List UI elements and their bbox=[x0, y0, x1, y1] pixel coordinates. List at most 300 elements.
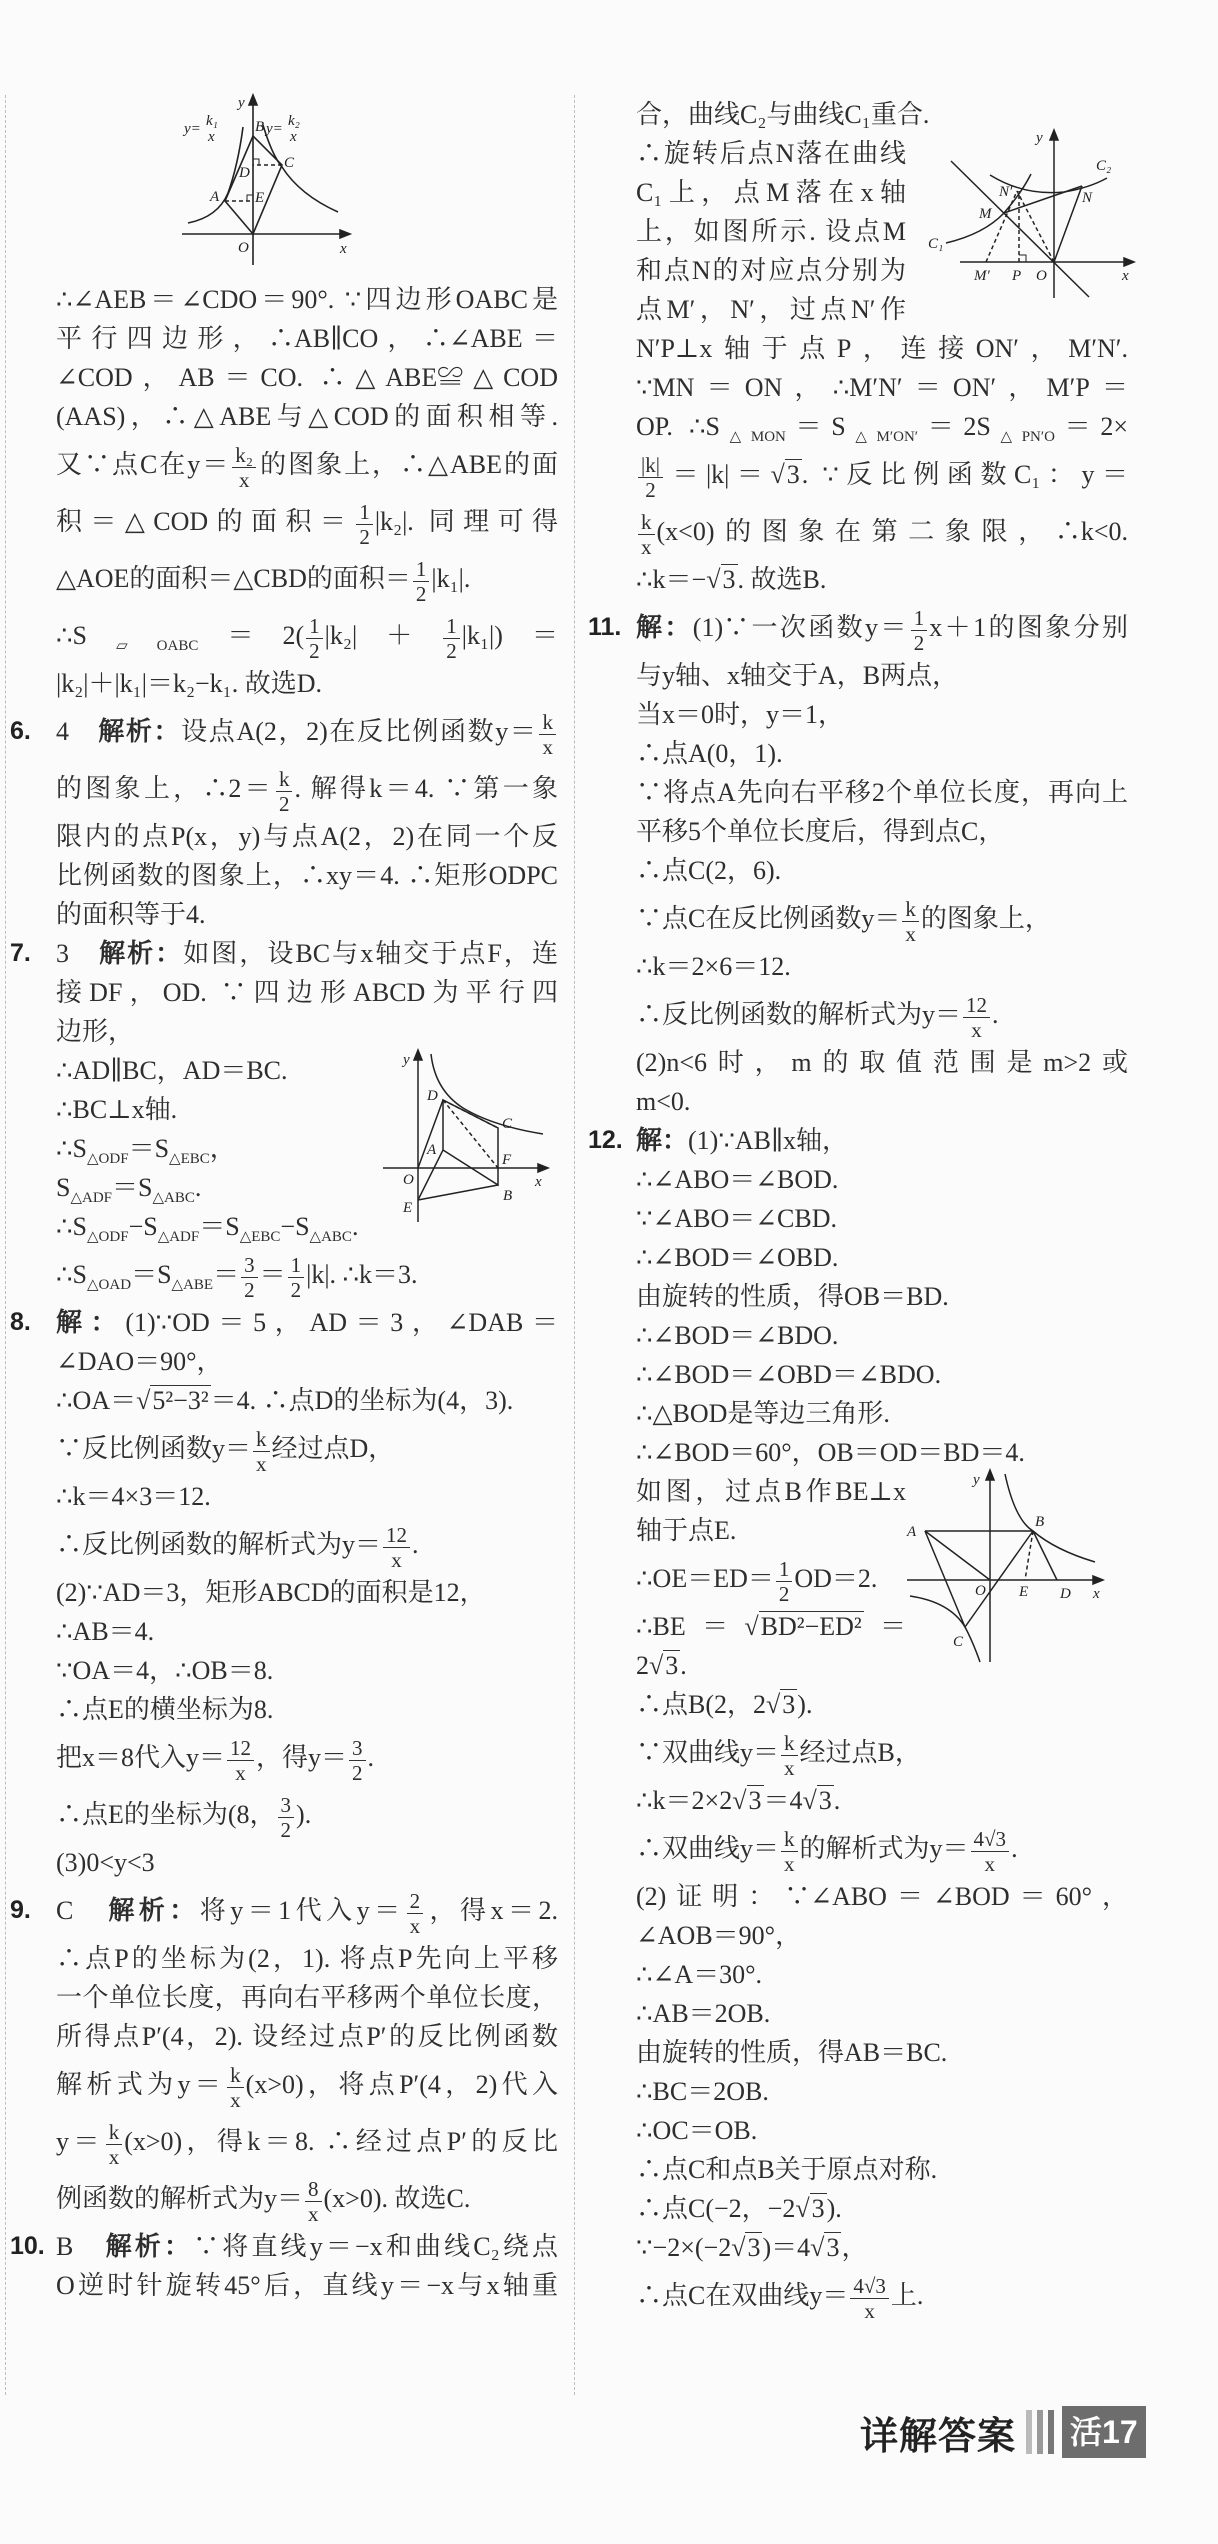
text-segment: . bbox=[351, 1212, 359, 1241]
figure-equilateral-triangle bbox=[905, 1470, 1105, 1665]
fraction-denominator: x bbox=[984, 1851, 996, 1876]
text-line bbox=[10, 1303, 558, 1342]
fraction bbox=[232, 443, 256, 492]
text-segment: 比例函数的图象上，∴xy＝4. ∴矩形ODPC bbox=[56, 861, 558, 890]
text-line bbox=[56, 1786, 558, 1843]
text-segment: ∠AOB＝90°， bbox=[636, 1921, 802, 1950]
text-segment: ∴AB＝4. bbox=[56, 1617, 155, 1646]
text-segment: |k₁|)＝ bbox=[461, 621, 558, 650]
fraction-numerator: 12 bbox=[383, 1523, 410, 1548]
fraction bbox=[305, 2177, 322, 2226]
radical-sign-icon: √ bbox=[795, 2194, 810, 2223]
text-segment: OP. ∴S bbox=[636, 412, 721, 441]
text-segment: ∴∠BOD＝∠OBD. bbox=[636, 1243, 839, 1272]
fraction-numerator: 8 bbox=[305, 2177, 322, 2202]
text-segment: 经过点B， bbox=[799, 1738, 921, 1767]
text-line bbox=[636, 1820, 1128, 1877]
text-segment: ∴S bbox=[56, 1134, 88, 1163]
text-segment: 当x＝0时，y＝1， bbox=[636, 700, 845, 729]
text-segment: C bbox=[56, 1896, 109, 1925]
fraction bbox=[850, 2274, 889, 2323]
text-segment: . 解得k＝4. ∵第一象 bbox=[294, 774, 558, 803]
fraction-denominator: x bbox=[235, 1760, 246, 1785]
footer-title: 详解答案 bbox=[860, 2415, 1017, 2458]
text-line bbox=[636, 446, 1128, 503]
fraction-denominator: 2 bbox=[290, 1277, 302, 1302]
text-segment: 平行四边形，∴AB∥CO，∴∠ABE＝ bbox=[56, 324, 558, 353]
text-line bbox=[588, 1121, 1128, 1160]
fraction bbox=[356, 500, 373, 549]
figure-label: O bbox=[1036, 268, 1047, 284]
figure-label: E bbox=[403, 1200, 413, 1216]
radicand: 3 bbox=[811, 2194, 825, 2223]
right-column bbox=[588, 95, 1128, 2324]
text-line bbox=[636, 2267, 1128, 2324]
text-line bbox=[56, 1690, 558, 1729]
text-line bbox=[636, 1685, 1128, 1724]
text-line bbox=[56, 2056, 558, 2113]
text-line bbox=[56, 760, 558, 817]
radicand: 3 bbox=[748, 1786, 762, 1815]
text-line bbox=[56, 493, 558, 550]
item-number: 6. bbox=[10, 717, 31, 745]
text-segment: ∴△BOD是等边三角形. bbox=[636, 1399, 890, 1428]
text-segment: . bbox=[833, 1786, 841, 1815]
text-line bbox=[636, 812, 1128, 851]
text-line bbox=[636, 1877, 1128, 1916]
text-line bbox=[636, 695, 1128, 734]
text-segment: ＝ bbox=[259, 1260, 286, 1289]
figure-label: x bbox=[208, 129, 215, 145]
text-segment: |k|. ∴k＝3. bbox=[306, 1260, 418, 1289]
figure-label: x bbox=[290, 129, 297, 145]
figure-label: E bbox=[1019, 1584, 1029, 1600]
left-page-edge bbox=[5, 95, 6, 2395]
radical-sign-icon: √ bbox=[731, 2233, 746, 2262]
text-line bbox=[588, 599, 1128, 656]
text-segment: (2)证明：∵∠ABO＝∠BOD＝60°， bbox=[636, 1882, 1128, 1911]
item-number: 11. bbox=[588, 613, 622, 641]
text-segment: 边形， bbox=[56, 1017, 135, 1046]
figure-label: P bbox=[1012, 268, 1022, 284]
fraction-numerator: 3 bbox=[349, 1736, 366, 1761]
bold-label: 解： bbox=[636, 612, 693, 642]
text-line bbox=[56, 1420, 558, 1477]
square-root bbox=[732, 1788, 763, 1814]
bold-label: 解： bbox=[636, 1125, 689, 1155]
text-segment: ，得y＝ bbox=[256, 1743, 348, 1772]
square-root bbox=[706, 567, 737, 593]
fraction bbox=[227, 2063, 244, 2112]
text-segment: ∴∠BOD＝60°，OB＝OD＝BD＝4. bbox=[636, 1438, 1025, 1467]
text-segment: ∴k＝2×6＝12. bbox=[636, 952, 791, 981]
fraction-numerator: 2 bbox=[407, 1889, 424, 1914]
radicand: 3 bbox=[665, 1651, 679, 1680]
text-line bbox=[56, 1843, 558, 1882]
fraction-numerator: k bbox=[539, 710, 556, 735]
text-segment: (x>0)，得k＝8. ∴经过点P′的反比 bbox=[124, 2127, 558, 2156]
text-line bbox=[10, 1882, 558, 1939]
text-line bbox=[10, 703, 558, 760]
radical-sign-icon: √ bbox=[136, 1386, 151, 1415]
text-line bbox=[636, 290, 906, 329]
fraction bbox=[776, 1557, 793, 1606]
text-segment: ＝4 bbox=[763, 1786, 803, 1815]
text-line bbox=[636, 1955, 1128, 1994]
radicand: BD²−ED² bbox=[760, 1612, 862, 1641]
text-segment: . 故选B. bbox=[737, 565, 827, 594]
text-segment: m<0. bbox=[636, 1087, 691, 1116]
radical-sign-icon: √ bbox=[770, 460, 785, 489]
fraction-numerator: 1 bbox=[288, 1253, 305, 1278]
text-line bbox=[636, 1781, 1128, 1820]
text-segment: ∴∠BOD＝∠BDO. bbox=[636, 1321, 839, 1350]
text-segment: ∴OE＝ED＝ bbox=[636, 1564, 774, 1593]
text-segment: ＝S bbox=[199, 1212, 240, 1241]
text-segment: ∴点C和点B关于原点对称. bbox=[636, 2155, 938, 2184]
fraction-numerator: k bbox=[227, 2063, 244, 2088]
radicand: 3 bbox=[747, 2233, 761, 2262]
text-segment: 积＝△COD的面积＝ bbox=[56, 507, 355, 536]
radicand: 3 bbox=[818, 1786, 832, 1815]
text-segment: ∴点A(0，1). bbox=[636, 739, 783, 768]
figure-label: C bbox=[953, 1634, 964, 1650]
text-line bbox=[636, 773, 1128, 812]
text-line bbox=[56, 1012, 558, 1051]
text-segment: . bbox=[1011, 1834, 1018, 1863]
fraction-denominator: 2 bbox=[309, 638, 320, 663]
square-root bbox=[649, 1653, 680, 1679]
fraction bbox=[253, 1427, 270, 1476]
text-segment: ，得x＝2. bbox=[425, 1896, 558, 1925]
subscript: △ADF bbox=[157, 1229, 200, 1245]
fraction-denominator: 2 bbox=[446, 638, 457, 663]
column-divider bbox=[574, 95, 575, 2395]
text-segment: ∴反比例函数的解析式为y＝ bbox=[56, 1530, 382, 1559]
fraction bbox=[383, 1523, 410, 1572]
text-segment: ＝2× bbox=[1055, 412, 1128, 441]
text-segment: )＝4 bbox=[762, 2233, 811, 2262]
text-line bbox=[636, 1199, 1128, 1238]
square-root bbox=[770, 462, 801, 488]
text-segment: 经过点D， bbox=[271, 1434, 395, 1463]
text-segment: ∴S bbox=[56, 621, 88, 650]
text-line bbox=[10, 934, 558, 973]
text-segment: ∵MN＝ON，∴M′N′＝ON′，M′P＝ bbox=[636, 373, 1128, 402]
subscript: △ODF bbox=[87, 1229, 129, 1245]
item-number: 8. bbox=[10, 1308, 31, 1336]
fraction-denominator: x bbox=[256, 1451, 267, 1476]
text-segment: 的解析式为y＝ bbox=[799, 1834, 969, 1863]
fraction-denominator: 2 bbox=[913, 630, 925, 655]
radicand: 5²−3² bbox=[152, 1386, 209, 1415]
square-root bbox=[766, 1692, 797, 1718]
fraction-denominator: 2 bbox=[244, 1277, 255, 1302]
text-segment: ∴双曲线y＝ bbox=[636, 1834, 780, 1863]
text-segment: −S bbox=[280, 1212, 310, 1241]
text-segment: S bbox=[56, 1173, 71, 1202]
fraction-numerator: k bbox=[106, 2120, 123, 2145]
text-segment: 将y＝1代入y＝ bbox=[199, 1896, 405, 1925]
text-line bbox=[636, 251, 906, 290]
fraction-numerator: 4√3 bbox=[971, 1827, 1010, 1852]
text-segment: 3 bbox=[56, 939, 100, 968]
footer-stripes-decoration bbox=[1026, 2410, 1054, 2454]
subscript: △ABC bbox=[152, 1190, 195, 1206]
figure-label: F bbox=[502, 1152, 512, 1168]
fraction bbox=[306, 614, 323, 663]
text-segment: ∴点P的坐标为(2，1). 将点P先向上平移 bbox=[56, 1944, 558, 1973]
fraction-denominator: 2 bbox=[778, 1581, 790, 1606]
text-segment: ∵−2×(−2 bbox=[636, 2233, 732, 2262]
fraction-denominator: 2 bbox=[645, 477, 656, 502]
square-root bbox=[731, 2235, 762, 2261]
text-segment: ∴反比例函数的解析式为y＝ bbox=[636, 1000, 962, 1029]
text-segment: ∵反比例函数y＝ bbox=[56, 1434, 252, 1463]
figure-rotated-curves bbox=[924, 130, 1134, 300]
text-line bbox=[56, 2113, 558, 2170]
text-line bbox=[56, 1651, 558, 1690]
text-segment: ∴点C(−2，−2 bbox=[636, 2194, 796, 2223]
text-segment: ∴BC＝2OB. bbox=[636, 2077, 769, 2106]
text-segment: (3)0<y<3 bbox=[56, 1848, 155, 1877]
text-segment: y＝ bbox=[56, 2127, 104, 2156]
fraction bbox=[106, 2120, 123, 2169]
subscript: △ABC bbox=[309, 1229, 352, 1245]
fraction bbox=[963, 993, 990, 1042]
text-segment: . bbox=[680, 1651, 687, 1680]
page-number: 活17 bbox=[1062, 2406, 1146, 2458]
fraction bbox=[781, 1827, 798, 1876]
text-segment: 的图象上， bbox=[920, 904, 1051, 933]
fraction-numerator: 3 bbox=[278, 1793, 295, 1818]
text-line bbox=[56, 1246, 558, 1303]
text-line bbox=[636, 1238, 1128, 1277]
radical-sign-icon: √ bbox=[766, 1690, 781, 1719]
text-segment: 由旋转的性质，得AB＝BC. bbox=[636, 2038, 948, 2067]
fraction bbox=[971, 1827, 1010, 1876]
fraction bbox=[902, 897, 919, 946]
radical-sign-icon: √ bbox=[649, 1651, 664, 1680]
text-line bbox=[56, 280, 558, 319]
item-number: 10. bbox=[10, 2232, 45, 2260]
text-line bbox=[56, 664, 558, 703]
text-line bbox=[636, 1994, 1128, 2033]
text-segment: ∴AD∥BC，AD＝BC. bbox=[56, 1056, 288, 1085]
text-line bbox=[636, 1277, 1128, 1316]
text-segment: 上. bbox=[890, 2281, 924, 2310]
text-segment: 所得点P′(4，2). 设经过点P′的反比例函数 bbox=[56, 2022, 558, 2051]
fraction-denominator: x bbox=[864, 2298, 875, 2323]
fraction-denominator: x bbox=[641, 534, 652, 559]
figure-label: y= bbox=[266, 121, 283, 137]
text-segment: ∴k＝4×3＝12. bbox=[56, 1482, 211, 1511]
figure-label: M′ bbox=[974, 268, 990, 284]
subscript: △PN′O bbox=[990, 429, 1055, 445]
fraction-numerator: 1 bbox=[356, 500, 373, 525]
radicand: 3 bbox=[826, 2233, 840, 2262]
radical-sign-icon: √ bbox=[744, 1612, 759, 1641]
fraction-denominator: x bbox=[391, 1547, 402, 1572]
text-line bbox=[56, 973, 558, 1012]
text-segment: ∵OA＝4，∴OB＝8. bbox=[56, 1656, 274, 1685]
text-segment: ∴k＝− bbox=[636, 565, 707, 594]
fraction bbox=[407, 1889, 424, 1938]
text-segment: ∴S bbox=[56, 1212, 88, 1241]
text-segment: 如图，设BC与x轴交于点F，连 bbox=[183, 939, 558, 968]
figure-label: y bbox=[238, 95, 245, 111]
text-segment: ∴点E的坐标为(8， bbox=[56, 1800, 276, 1829]
fraction bbox=[276, 767, 293, 816]
radical-sign-icon: √ bbox=[706, 565, 721, 594]
text-line bbox=[56, 1516, 558, 1573]
text-line bbox=[636, 2072, 1128, 2111]
text-line bbox=[636, 947, 1128, 986]
text-segment: 合，曲线C₂与曲线C₁重合. bbox=[636, 100, 930, 129]
radicand: 3 bbox=[786, 460, 800, 489]
figure-label: C bbox=[502, 1116, 513, 1132]
subscript: △ODF bbox=[87, 1151, 129, 1167]
text-segment: ＝ bbox=[863, 1612, 906, 1641]
fraction-numerator: 3 bbox=[241, 1253, 258, 1278]
text-segment: ∴点C(2，6). bbox=[636, 856, 782, 885]
text-line bbox=[56, 1381, 558, 1420]
fraction-numerator: k bbox=[638, 510, 655, 535]
text-segment: ， bbox=[841, 2233, 868, 2262]
text-segment: (x<0)的图象在第二象限，∴k<0. bbox=[656, 517, 1128, 546]
text-segment: ＝S bbox=[131, 1260, 172, 1289]
text-line bbox=[636, 2033, 1128, 2072]
text-segment: 的图象上，∴△ABE的面 bbox=[258, 450, 559, 479]
text-line bbox=[56, 856, 558, 895]
fraction-numerator: 4√3 bbox=[850, 2274, 889, 2299]
text-line bbox=[56, 1477, 558, 1516]
fraction-denominator: x bbox=[230, 2087, 241, 2112]
text-segment: ＝S bbox=[112, 1173, 153, 1202]
text-line bbox=[636, 1043, 1128, 1082]
text-segment: 轴于点E. bbox=[636, 1516, 737, 1545]
fraction-numerator: |k| bbox=[638, 453, 663, 478]
radicand: 3 bbox=[722, 565, 736, 594]
square-root bbox=[136, 1388, 211, 1414]
text-segment: C₁上，点M落在x轴 bbox=[636, 178, 906, 207]
fraction-numerator: 1 bbox=[776, 1557, 793, 1582]
text-segment: ∴OC＝OB. bbox=[636, 2116, 758, 2145]
text-line bbox=[56, 436, 558, 493]
figure-label: D bbox=[239, 165, 250, 181]
text-line bbox=[56, 1939, 558, 1978]
item-number: 12. bbox=[588, 1126, 623, 1154]
figure-label: E bbox=[255, 190, 265, 206]
text-segment: 接DF，OD. ∵四边形ABCD为平行四 bbox=[56, 978, 558, 1007]
subscript: △ABE bbox=[171, 1277, 214, 1293]
text-line bbox=[636, 1724, 1128, 1781]
text-segment: ). bbox=[797, 1690, 813, 1719]
text-segment: 设点A(2，2)在反比例函数y＝ bbox=[181, 717, 538, 746]
fraction-numerator: k bbox=[781, 1731, 798, 1756]
fraction bbox=[638, 510, 655, 559]
text-segment: |k₂|＋ bbox=[324, 621, 442, 650]
subscript: △EBC bbox=[239, 1229, 281, 1245]
fraction-denominator: 2 bbox=[278, 791, 290, 816]
figure-parallelogram-abcd bbox=[383, 1050, 548, 1225]
fraction bbox=[539, 710, 556, 759]
text-segment: (1)∵AB∥x轴， bbox=[688, 1126, 849, 1155]
bold-label: 解： bbox=[56, 1307, 126, 1337]
fraction-numerator: k bbox=[276, 767, 293, 792]
text-line bbox=[636, 1355, 1128, 1394]
fraction-numerator: 12 bbox=[963, 993, 990, 1018]
text-segment: ∴OA＝ bbox=[56, 1386, 137, 1415]
text-segment: 4 bbox=[56, 717, 99, 746]
text-segment: 解析式为y＝ bbox=[56, 2070, 226, 2099]
text-segment: |k₂|＋|k₁|＝k₂−k₁. 故选D. bbox=[56, 669, 323, 698]
fraction-denominator: x bbox=[238, 467, 250, 492]
text-line bbox=[636, 134, 906, 173]
text-segment: ＝2S bbox=[918, 412, 991, 441]
text-segment: 的面积等于4. bbox=[56, 900, 206, 929]
text-line bbox=[636, 2189, 1128, 2228]
text-segment: ∵将直线y＝−x和曲线C₂绕点 bbox=[193, 2232, 558, 2261]
text-segment: 与y轴、x轴交于A，B两点， bbox=[636, 661, 959, 690]
text-segment: 2 bbox=[636, 1651, 649, 1680]
fraction bbox=[413, 557, 430, 606]
fraction-numerator: 1 bbox=[306, 614, 323, 639]
text-segment: ∴旋转后点N落在曲线 bbox=[636, 139, 906, 168]
figure-label: x bbox=[340, 241, 347, 257]
text-line bbox=[56, 2170, 558, 2227]
fraction-numerator: 1 bbox=[911, 606, 928, 631]
bold-label: 解析： bbox=[105, 2231, 194, 2261]
page-footer bbox=[860, 2405, 1146, 2459]
text-segment: 和点N的对应点分别为 bbox=[636, 256, 906, 285]
text-line bbox=[636, 656, 1128, 695]
text-line bbox=[636, 1082, 1128, 1121]
fraction bbox=[288, 1253, 305, 1302]
text-segment: (1)∵OD＝5，AD＝3，∠DAB＝ bbox=[125, 1308, 558, 1337]
text-segment: ). bbox=[296, 1800, 312, 1829]
text-segment: (x>0). 故选C. bbox=[323, 2184, 471, 2213]
text-segment: |k₂|. 同理可得 bbox=[374, 507, 558, 536]
text-segment: ∵双曲线y＝ bbox=[636, 1738, 780, 1767]
text-line bbox=[56, 358, 558, 397]
text-segment: ， bbox=[209, 1134, 236, 1163]
figure-label: y bbox=[973, 1472, 980, 1488]
text-line bbox=[56, 2266, 558, 2305]
radical-sign-icon: √ bbox=[732, 1786, 747, 1815]
text-line bbox=[56, 397, 558, 436]
figure-label: y bbox=[1036, 130, 1043, 146]
text-line bbox=[636, 329, 1128, 368]
fraction-denominator: 2 bbox=[359, 524, 370, 549]
text-line bbox=[636, 95, 1128, 134]
text-segment: OD＝2. bbox=[794, 1564, 878, 1593]
text-segment: ∴AB＝2OB. bbox=[636, 1999, 771, 2028]
fraction bbox=[278, 1793, 295, 1842]
text-segment: 把x＝8代入y＝ bbox=[56, 1743, 226, 1772]
item-number: 9. bbox=[10, 1896, 31, 1924]
radical-sign-icon: √ bbox=[810, 2233, 825, 2262]
square-root bbox=[803, 1788, 834, 1814]
radical-sign-icon: √ bbox=[802, 1786, 817, 1815]
text-line bbox=[56, 607, 558, 664]
text-line bbox=[636, 368, 1128, 407]
fraction-denominator: x bbox=[971, 1017, 982, 1042]
text-segment: |k₁|. bbox=[431, 564, 471, 593]
text-line bbox=[56, 2017, 558, 2056]
text-segment: ∴k＝2×2 bbox=[636, 1786, 733, 1815]
figure-label: C₂ bbox=[1096, 158, 1112, 174]
